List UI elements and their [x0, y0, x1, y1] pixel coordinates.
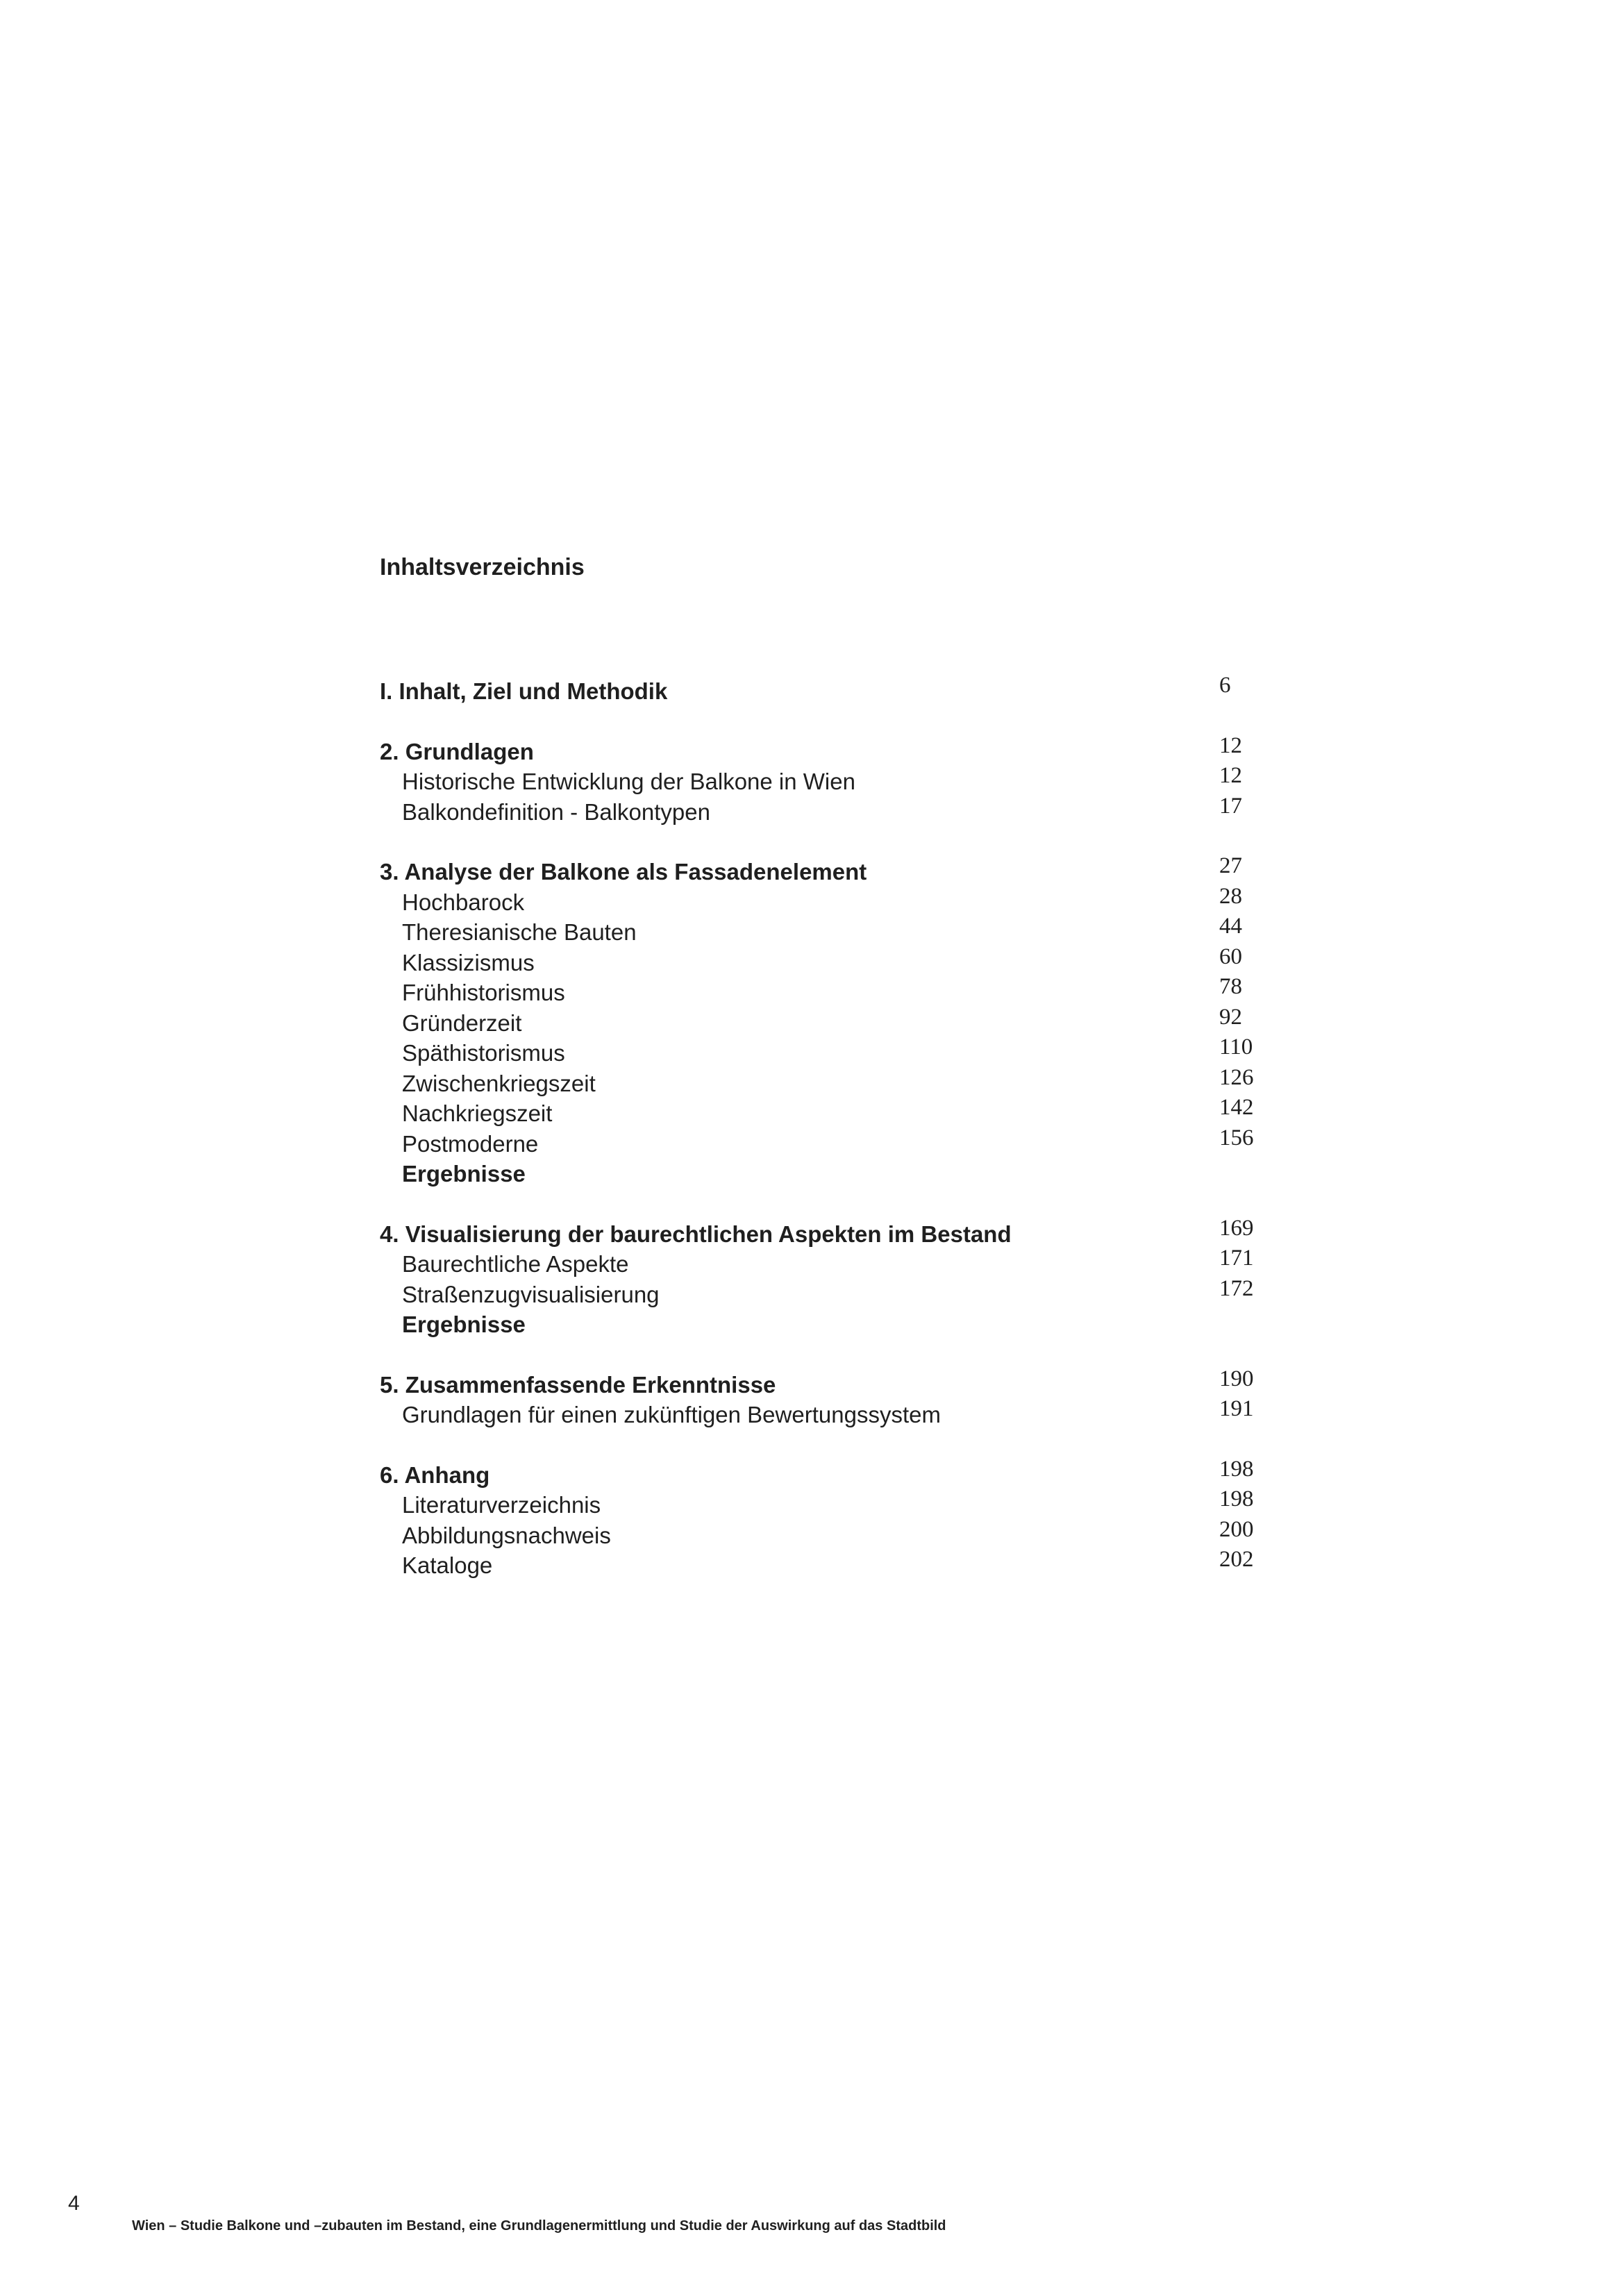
- toc-heading: [380, 1366, 1269, 1400]
- toc-page-number: 198: [1219, 1486, 1254, 1511]
- toc-page-number: 126: [1219, 1064, 1254, 1090]
- table-of-contents: [380, 673, 1269, 1611]
- toc-entry-label: Abbildungsnachweis: [402, 1522, 611, 1548]
- toc-entry: [380, 1309, 1269, 1340]
- toc-page-number: 12: [1219, 732, 1242, 758]
- toc-heading: [380, 673, 1269, 707]
- toc-entry-label: Ergebnisse: [402, 1312, 526, 1337]
- toc-entry-label: Postmoderne: [402, 1130, 539, 1157]
- toc-page-number: 156: [1219, 1125, 1254, 1150]
- toc-heading: [380, 1215, 1269, 1250]
- toc-entry-label: Balkondefinition - Balkontypen: [402, 798, 710, 825]
- toc-page-number: 198: [1219, 1456, 1254, 1482]
- toc-heading: [380, 732, 1269, 767]
- toc-page-number: 27: [1219, 853, 1242, 878]
- toc-entry: [380, 1095, 1269, 1129]
- toc-page-number: 17: [1219, 793, 1242, 819]
- toc-page-number: 78: [1219, 974, 1242, 999]
- toc-entry: [380, 1064, 1269, 1099]
- toc-section: [380, 673, 1269, 707]
- toc-page-number: 6: [1219, 673, 1231, 698]
- toc-entry-label: Frühhistorismus: [402, 980, 565, 1005]
- toc-page-number: 171: [1219, 1246, 1254, 1271]
- toc-heading-label: 5. Zusammenfassende Erkenntnisse: [380, 1371, 776, 1398]
- toc-entry: [380, 1159, 1269, 1189]
- toc-section: [380, 1215, 1269, 1340]
- toc-heading: [380, 1456, 1269, 1491]
- toc-entry-label: Historische Entwicklung der Balkone in Wien: [402, 769, 855, 794]
- toc-heading-label: I. Inhalt, Ziel und Methodik: [380, 678, 668, 704]
- toc-entry-label: Gründerzeit: [402, 1009, 522, 1036]
- toc-entry-label: Hochbarock: [402, 889, 525, 915]
- toc-page-number: 60: [1219, 944, 1242, 969]
- toc-section: [380, 1366, 1269, 1430]
- toc-entry-label: Späthistorismus: [402, 1040, 565, 1066]
- toc-page-number: 12: [1219, 763, 1242, 788]
- toc-section: [380, 1456, 1269, 1581]
- toc-page-number: 202: [1219, 1547, 1254, 1572]
- toc-heading: [380, 853, 1269, 887]
- toc-entry: [380, 1004, 1269, 1039]
- toc-entry: [380, 1486, 1269, 1520]
- toc-entry: [380, 1396, 1269, 1430]
- toc-entry-label: Zwischenkriegszeit: [402, 1070, 596, 1096]
- toc-entry: [380, 1125, 1269, 1159]
- toc-section: [380, 732, 1269, 828]
- toc-page-number: 169: [1219, 1215, 1254, 1241]
- toc-heading-label: 6. Anhang: [380, 1461, 490, 1488]
- toc-entry: [380, 1516, 1269, 1551]
- toc-entry-label: Straßenzugvisualisierung: [402, 1281, 660, 1307]
- toc-entry: [380, 763, 1269, 797]
- toc-entry-label: Theresianische Bauten: [402, 919, 637, 945]
- toc-page-number: 200: [1219, 1516, 1254, 1542]
- toc-entry-label: Grundlagen für einen zukünftigen Bewertungssystem: [402, 1402, 941, 1427]
- toc-section: [380, 853, 1269, 1189]
- toc-page-number: 191: [1219, 1396, 1254, 1421]
- toc-entry: [380, 883, 1269, 918]
- toc-entry-label: Baurechtliche Aspekte: [402, 1251, 629, 1277]
- toc-entry-label: Ergebnisse: [402, 1161, 526, 1187]
- toc-heading-label: 3. Analyse der Balkone als Fassadenelement: [380, 859, 867, 885]
- toc-entry: [380, 1034, 1269, 1069]
- toc-page-number: 172: [1219, 1275, 1254, 1301]
- toc-entry: [380, 974, 1269, 1008]
- toc-page-number: 92: [1219, 1004, 1242, 1030]
- toc-entry-label: Nachkriegszeit: [402, 1100, 553, 1126]
- page-title: Inhaltsverzeichnis: [380, 554, 585, 580]
- toc-page-number: 190: [1219, 1366, 1254, 1391]
- toc-entry: [380, 1275, 1269, 1310]
- toc-page-number: 28: [1219, 883, 1242, 909]
- footer-text: Wien – Studie Balkone und –zubauten im Bestand, eine Grundlagenermittlung und Studie der Auswirkung auf das Stadtbild: [132, 2218, 946, 2234]
- toc-entry-label: Klassizismus: [402, 949, 535, 975]
- toc-heading-label: 4. Visualisierung der baurechtlichen Aspekten im Bestand: [380, 1221, 1012, 1247]
- toc-entry-label: Kataloge: [402, 1552, 493, 1578]
- toc-entry: [380, 944, 1269, 978]
- toc-entry: [380, 1246, 1269, 1280]
- toc-entry: [380, 793, 1269, 828]
- toc-entry-label: Literaturverzeichnis: [402, 1492, 601, 1518]
- page-number: 4: [68, 2192, 80, 2215]
- toc-heading-label: 2. Grundlagen: [380, 738, 534, 764]
- toc-entry: [380, 1547, 1269, 1581]
- toc-entry: [380, 914, 1269, 948]
- toc-page-number: 110: [1219, 1034, 1253, 1059]
- toc-page-number: 142: [1219, 1095, 1254, 1120]
- toc-page-number: 44: [1219, 914, 1242, 939]
